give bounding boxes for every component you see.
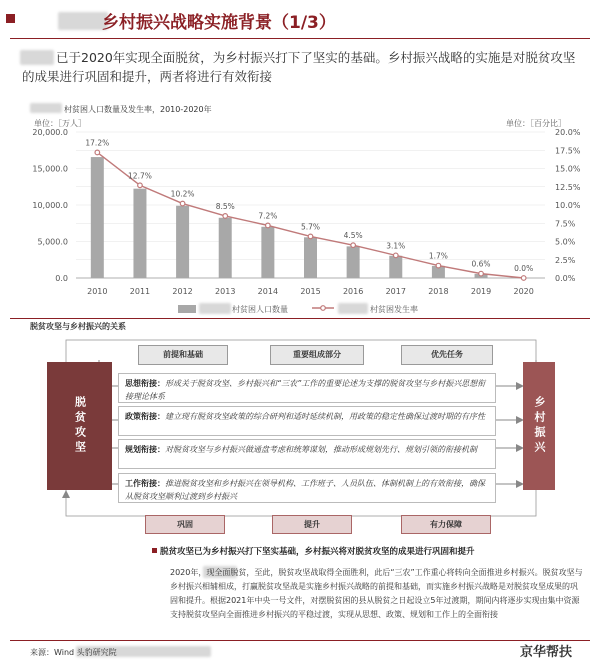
page-subtitle: 已于2020年实现全面脱贫，为乡村振兴打下了坚实的基础。乡村振兴战略的实施是对脱贫攻坚的成果进行巩固和提升，两者将进行有效衔接	[22, 50, 576, 84]
x-tick-label: 2015	[300, 287, 321, 296]
tag-foundation: 前提和基础	[138, 345, 228, 365]
rate-point	[393, 253, 398, 258]
left-tick-label: 20,000.0	[32, 128, 68, 137]
tag-consolidate: 巩固	[145, 515, 225, 534]
title-divider	[10, 38, 590, 39]
chart-title: 村贫困人口数量及发生率，2010-2020年	[64, 105, 212, 114]
rate-label: 0.6%	[471, 259, 491, 269]
item-planning-text: 对脱贫攻坚与乡村振兴做通盘考虑和统筹谋划，推动形成规划先行、规划引领的衔接机制	[165, 445, 477, 454]
redacted-block	[30, 103, 62, 113]
rate-label: 5.7%	[300, 222, 321, 232]
bar	[176, 206, 189, 278]
poverty-chart	[0, 120, 600, 320]
item-ideology	[118, 373, 496, 403]
title-marker	[6, 14, 15, 23]
legend-bar-swatch	[178, 305, 196, 313]
left-tick-label: 5,000.0	[37, 237, 68, 247]
redacted-block	[338, 303, 368, 314]
bar	[219, 218, 232, 278]
item-planning	[118, 439, 496, 469]
bar	[304, 237, 317, 278]
item-work	[118, 473, 496, 503]
x-tick-label: 2020	[513, 287, 534, 296]
item-policy	[118, 406, 496, 436]
x-tick-label: 2016	[342, 287, 364, 296]
tag-priority: 优先任务	[401, 345, 493, 365]
rate-point	[436, 263, 441, 268]
rate-label: 0.0%	[514, 264, 534, 273]
note-headline: 脱贫攻坚已为乡村振兴打下坚实基础，乡村振兴将对脱贫攻坚的成果进行巩固和提升	[160, 547, 475, 557]
tag-component: 重要组成部分	[270, 345, 364, 365]
section2-title: 脱贫攻坚与乡村振兴的关系	[30, 322, 126, 331]
redacted-block	[58, 12, 108, 30]
item-ideology-text: 形成关于脱贫攻坚、乡村振兴和“三农”工作的重要论述为支撑的脱贫攻坚与乡村振兴思想衔接理论体系	[125, 379, 486, 401]
rate-point	[138, 183, 143, 188]
rate-point	[521, 276, 526, 281]
section-divider	[10, 318, 590, 319]
right-tick-label: 17.5%	[555, 146, 581, 156]
watermark-text: 京华帮扶	[519, 645, 572, 660]
rate-label: 1.7%	[428, 251, 448, 261]
left-axis-unit: 单位：［万人］	[34, 119, 86, 128]
item-ideology-head: 思想衔接：	[125, 379, 165, 388]
rate-point	[223, 214, 228, 219]
redacted-block	[199, 303, 231, 314]
rate-point	[308, 234, 313, 239]
item-policy-text: 建立现有脱贫攻坚政策的综合研判和适时延续机制，用政策的稳定性确保过渡时期的有序性	[165, 412, 485, 421]
bar	[133, 189, 146, 278]
right-axis-unit: 单位：［百分比］	[506, 119, 566, 128]
right-tick-label: 12.5%	[555, 182, 581, 192]
rate-point	[479, 271, 484, 276]
x-tick-label: 2012	[172, 287, 193, 296]
right-tick-label: 7.5%	[555, 219, 576, 229]
x-tick-label: 2011	[129, 287, 151, 296]
rate-point	[351, 243, 356, 248]
tag-improve: 提升	[272, 515, 352, 534]
rate-point	[95, 150, 100, 155]
bar	[91, 157, 104, 278]
item-work-text: 推进脱贫攻坚和乡村振兴在领导机构、工作班子、人员队伍、体制机制上的有效衔接，确保从脱贫攻坚顺利过渡到乡村振兴	[125, 479, 485, 501]
x-tick-label: 2013	[215, 287, 236, 296]
source-text: 来源：Wind 头豹研究院	[30, 648, 117, 657]
rural-revitalization-block: 乡村振兴	[523, 362, 555, 490]
left-tick-label: 10,000.0	[32, 201, 68, 210]
right-tick-label: 15.0%	[555, 164, 581, 174]
tag-guarantee: 有力保障	[401, 515, 491, 534]
rate-label: 12.7%	[128, 171, 152, 181]
rate-label: 8.5%	[215, 201, 235, 211]
left-tick-label: 15,000.0	[32, 164, 68, 174]
note-paragraph: 2020年，现全面脱贫，至此，脱贫攻坚战取得全面胜利，此后“三农”工作重心将转向全面推进乡村振兴。脱贫攻坚与乡村振兴相辅相成，打赢脱贫攻坚战是实施乡村振兴战略的前提和基础，而实施乡村振兴战略是对脱贫攻坚成果的巩固和提升。根据2021年中央一号文件，对摆脱贫困的县从脱贫之日起设立5年过渡期，期间内将逐步实现由集中资源支持脱贫攻坚向全面推进乡村振兴的平稳过渡，实现从思想、政策、规划和工作上的全面衔接	[170, 568, 583, 619]
right-tick-label: 5.0%	[555, 237, 576, 247]
item-planning-head: 规划衔接：	[125, 445, 165, 454]
footer-divider	[10, 640, 590, 641]
legend-bar-label: 村贫困人口数量	[232, 305, 288, 314]
x-tick-label: 2010	[87, 287, 108, 296]
rate-label: 17.2%	[85, 138, 110, 148]
note-marker	[152, 548, 157, 553]
bar	[389, 256, 402, 278]
rate-label: 10.2%	[170, 189, 195, 199]
x-tick-label: 2014	[257, 287, 279, 296]
x-tick-label: 2017	[385, 287, 406, 296]
right-tick-label: 2.5%	[555, 255, 576, 265]
item-work-head: 工作衔接：	[125, 479, 165, 488]
page-title: 乡村振兴战略实施背景（1/3）	[102, 13, 336, 33]
rate-label: 7.2%	[258, 211, 278, 221]
bar	[261, 227, 274, 278]
rate-label: 4.5%	[343, 231, 363, 241]
rate-point	[266, 223, 271, 228]
poverty-alleviation-block: 脱贫攻坚	[47, 362, 112, 490]
legend-line-swatch	[312, 303, 334, 313]
rate-point	[180, 201, 185, 206]
left-tick-label: 0.0	[55, 274, 68, 283]
right-tick-label: 20.0%	[555, 128, 581, 137]
right-tick-label: 10.0%	[555, 201, 581, 210]
right-tick-label: 0.0%	[555, 274, 576, 283]
x-tick-label: 2019	[470, 287, 492, 296]
legend-line-label: 村贫困发生率	[370, 305, 418, 314]
item-policy-head: 政策衔接：	[125, 412, 165, 421]
bar	[347, 246, 360, 278]
x-tick-label: 2018	[428, 287, 449, 296]
rate-label: 3.1%	[386, 241, 406, 251]
